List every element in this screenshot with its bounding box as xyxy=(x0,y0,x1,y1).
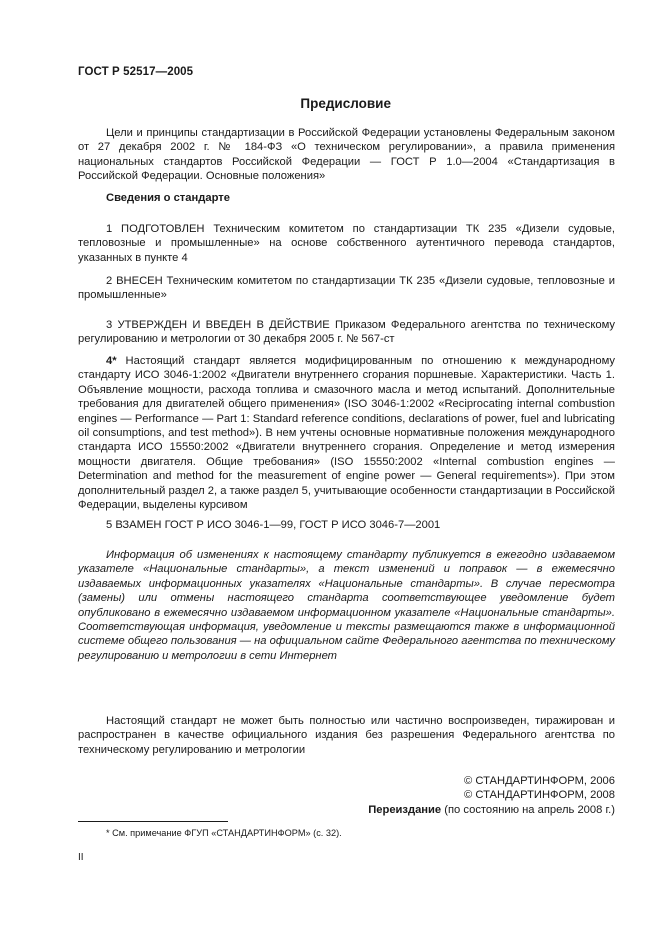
reissue-note: (по состоянию на апрель 2008 г.) xyxy=(441,803,615,816)
copyright-notice: Настоящий стандарт не может быть полностью или частично воспроизведен, тиражирован и распространен в качестве официального издания без разрешения Федерального агентства по техническому регулированию и метрологии xyxy=(78,715,615,756)
section-heading: Сведения о стандарте xyxy=(106,192,230,204)
document-header: ГОСТ Р 52517—2005 xyxy=(78,66,194,78)
reissue-label: Переиздание xyxy=(368,803,442,816)
item-1: 1 ПОДГОТОВЛЕН Техническим комитетом по стандартизации ТК 235 «Дизели судовые, тепловозные и промышленные» на основе собственного аутентичного перевода стандартов, указанных в пункте 4 xyxy=(78,223,615,264)
footnote-divider xyxy=(78,821,228,822)
intro-paragraph: Цели и принципы стандартизации в Российской Федерации установлены Федеральным законом от 27 декабря 2002 г. № 184-ФЗ «О техническом регулировании», а правила применения национальных стандартов Российской Федерации — ГОСТ Р 1.0—2004 «Стандартизация в Российской Федерации. Основные положения» xyxy=(78,127,615,183)
reissue-line xyxy=(368,803,615,817)
copyright-block xyxy=(368,774,615,817)
copyright-line-1: © СТАНДАРТИНФОРМ, 2006 xyxy=(464,775,615,787)
item-4-marker: 4* xyxy=(106,355,117,367)
item-5: 5 ВЗАМЕН ГОСТ Р ИСО 3046-1—99, ГОСТ Р ИСО 3046-7—2001 xyxy=(106,519,441,531)
footnote: * См. примечание ФГУП «СТАНДАРТИНФОРМ» (с. 32). xyxy=(106,828,342,838)
copyright-line-2: © СТАНДАРТИНФОРМ, 2008 xyxy=(464,789,615,802)
item-2: 2 ВНЕСЕН Техническим комитетом по стандартизации ТК 235 «Дизели судовые, тепловозные и промышленные» xyxy=(78,275,615,302)
page-title: Предисловие xyxy=(300,96,391,111)
item-4-text: Настоящий стандарт является модифицированным по отношению к международному стандарту ИСО 3046-1:2002 «Двигатели внутреннего сгорания поршневые. Характеристики. Часть 1. Объявление мощности, расхода топлива и смазочного масла и метод испытаний. Дополнительные требования для двигателей общего применения» (ISO 3046-1:2002 «Reciprocating internal combustion engines — Performance — Part 1: Standard reference conditions, declarations of power, fuel and lubricating oil consumptions, and test method»). В нем учтены основные нормативные положения международного стандарта ИСО 15550:2002 «Двигатели внутреннего сгорания. Определение и метод измерения мощности двигателя. Общие требования» (ISO 15550:2002 «Internal combustion engines — Determination and method for the measurement of engine power — General requirements»). При этом дополнительный раздел 2, а также раздел 5, учитывающие особенности стандартизации в Российской Федерации, выделены курсивом xyxy=(78,355,615,512)
info-notice: Информация об изменениях к настоящему стандарту публикуется в ежегодно издаваемом указателе «Национальные стандарты», а текст изменений и поправок — в ежемесячно издаваемых информационных указателях «Национальные стандарты». В случае пересмотра (замены) или отмены настоящего стандарта соответствующее уведомление будет опубликовано в ежемесячно издаваемом информационном указателе «Национальные стандарты». Соответствующая информация, уведомление и тексты размещаются также в информационной системе общего пользования — на официальном сайте Федерального агентства по техническому регулированию и метрологии в сети Интернет xyxy=(78,549,615,662)
item-4 xyxy=(78,354,615,512)
item-3: 3 УТВЕРЖДЕН И ВВЕДЕН В ДЕЙСТВИЕ Приказом Федерального агентства по техническому регулированию и метрологии от 30 декабря 2005 г. № 567-ст xyxy=(78,319,615,346)
document-page xyxy=(78,0,615,936)
page-number: II xyxy=(78,852,84,863)
